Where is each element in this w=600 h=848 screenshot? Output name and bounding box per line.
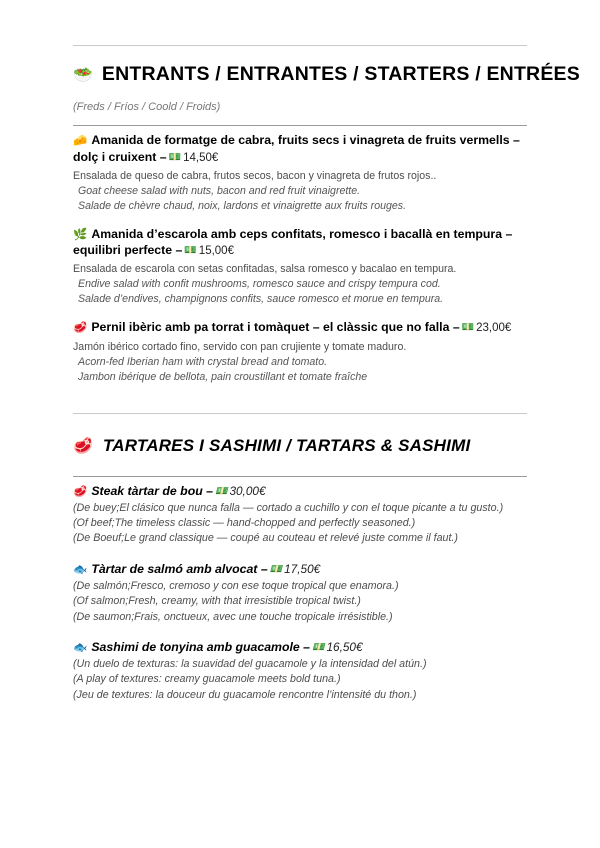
fish-icon: 🐟: [73, 561, 88, 576]
meat-cut-icon: 🥩: [73, 483, 88, 498]
menu-item-description-en: (A play of textures: creamy guacamole meets bold tuna.): [73, 673, 341, 686]
top-divider: [73, 45, 527, 46]
menu-item-name: Pernil ibèric amb pa torrat i tomàquet – el clàssic que no falla –: [91, 320, 460, 335]
menu-item-price: 14,50€: [183, 151, 219, 164]
menu-item-description-en: Goat cheese salad with nuts, bacon and red fruit vinaigrette.: [78, 184, 361, 197]
menu-item-description-en: (Of salmon;Fresh, creamy, with that irresistible tropical twist.): [73, 595, 361, 608]
cheese-wedge-icon: 🧀: [73, 133, 88, 148]
menu-item-title-row: [73, 319, 527, 336]
meat-cut-icon: 🥩: [73, 320, 88, 335]
meat-on-bone-icon: 🥩: [73, 435, 93, 455]
menu-item-description-en: Endive salad with confit mushrooms, romesco sauce and crispy tempura cod.: [78, 278, 441, 291]
menu-item-description-en: (Of beef;The timeless classic — hand-chopped and perfectly seasoned.): [73, 517, 416, 529]
menu-item-price: 17,50€: [284, 561, 321, 576]
menu-item-name: Amanida de formatge de cabra, fruits secs i vinagreta de fruits vermells – dolç i cruixent –: [73, 133, 520, 164]
menu-item-description-es: Ensalada de queso de cabra, frutos secos, bacon y vinagreta de frutos rojos..: [73, 169, 437, 182]
menu-item-title-row: [73, 226, 527, 259]
menu-item-description-fr: (De saumon;Frais, onctueux, avec une touche tropicale irrésistible.): [73, 610, 393, 623]
menu-item[interactable]: [73, 226, 527, 307]
menu-item-name: Tàrtar de salmó amb alvocat –: [91, 561, 268, 576]
menu-item-price: 23,00€: [476, 322, 512, 335]
menu-item-description-en: Acorn-fed Iberian ham with crystal bread and tomato.: [78, 355, 328, 368]
menu-item-title-row: [73, 132, 527, 165]
herb-leaf-icon: 🌿: [73, 226, 88, 241]
menu-item[interactable]: [73, 132, 527, 213]
menu-item-description-es: (De buey;El clásico que nunca falla — cortado a cuchillo y con el toque picante a tu gusto.): [73, 501, 504, 514]
menu-item-title-row: [73, 561, 527, 578]
section-title-tartares: TARTARES I SASHIMI / TARTARS & SASHIMI: [102, 435, 471, 455]
menu-item-description-es: Jamón ibérico cortado fino, servido con pan crujiente y tomate maduro.: [73, 340, 407, 353]
menu-item-name: Sashimi de tonyina amb guacamole –: [91, 639, 311, 654]
banknote-icon: 💵: [214, 485, 227, 497]
section-header-tartares: [73, 436, 527, 456]
banknote-icon: 💵: [312, 641, 324, 653]
menu-item-price: 30,00€: [229, 483, 266, 498]
menu-item[interactable]: [73, 483, 527, 547]
menu-item-name: Steak tàrtar de bou –: [91, 483, 213, 498]
menu-item-description-es: Ensalada de escarola con setas confitadas, salsa romesco y bacalao en tempura.: [73, 263, 457, 276]
banknote-icon: 💵: [184, 245, 196, 257]
section-title-entrants: ENTRANTS / ENTRANTES / STARTERS / ENTRÉES: [101, 63, 580, 85]
menu-item-description-fr: (De Boeuf;Le grand classique — coupé au couteau et relevé juste comme il faut.): [73, 532, 458, 545]
menu-item[interactable]: [73, 639, 527, 703]
section-divider: [73, 413, 527, 414]
menu-item-title-row: [73, 639, 527, 656]
menu-item[interactable]: [73, 561, 527, 625]
top-spacer: [73, 0, 527, 45]
menu-item-description-fr: Salade de chèvre chaud, noix, lardons et vinaigrette aux fruits rouges.: [78, 199, 407, 212]
banknote-icon: 💵: [269, 563, 282, 575]
salad-bowl-icon: 🥗: [73, 64, 93, 84]
menu-item-description-fr: Salade d’endives, champignons confits, sauce romesco et morue en tempura.: [78, 293, 444, 306]
menu-item-description-es: (Un duelo de texturas: la suavidad del guacamole y la intensidad del atún.): [73, 657, 427, 670]
menu-item-price: 16,50€: [326, 639, 363, 654]
menu-item[interactable]: [73, 319, 527, 384]
menu-item-description-fr: (Jeu de textures: la douceur du guacamole rencontre l’intensité du thon.): [73, 688, 417, 701]
fish-icon: 🐟: [73, 639, 88, 654]
section-subtitle-entrants: (Freds / Fríos / Coold / Froids): [73, 101, 221, 114]
menu-item-price: 15,00€: [198, 245, 234, 258]
menu-item-title-row: [73, 483, 527, 500]
section-header-entrants: [73, 63, 580, 85]
menu-item-name: Amanida d’escarola amb ceps confitats, romesco i bacallà en tempura – equilibri perfecte –: [73, 226, 513, 258]
spacer: [73, 397, 527, 413]
menu-item-description-es: (De salmón;Fresco, cremoso y con ese toque tropical que enamora.): [73, 579, 399, 592]
banknote-icon: 💵: [461, 322, 474, 334]
banknote-icon: 💵: [168, 151, 181, 163]
menu-item-description-fr: Jambon ibérique de bellota, pain croustillant et tomate fraîche: [78, 370, 368, 383]
